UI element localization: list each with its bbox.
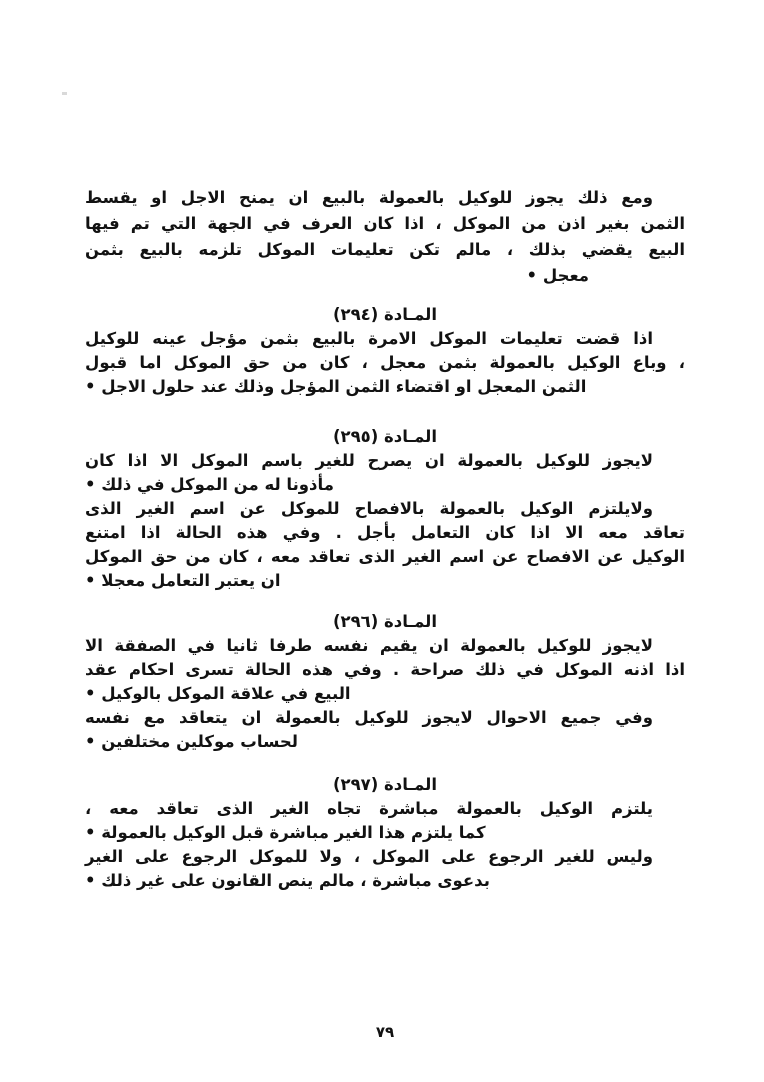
text-line: يلتزم الوكيل بالعمولة مباشرة تجاه الغير الذى تعاقد معه ، [85,799,653,818]
text-line: معجل • [526,266,589,285]
intro-paragraph [85,185,685,289]
article-297-heading: المـادة (٢٩٧) [332,775,437,794]
text-line: ولايلتزم الوكيل بالعمولة بالافصاح للموكل عن اسم الغير الذى [85,499,653,518]
article-295-body [85,449,685,593]
text-line: لايجوز للوكيل بالعمولة ان يقيم نفسه طرفا ثانيا في الصفقة الا [85,636,653,655]
article-296-body [85,634,685,754]
article-294-body [85,327,685,399]
text-line: اذا اذنه الموكل في ذلك صراحة . وفي هذه الحالة تسرى احكام عقد [85,660,685,679]
text-line: مأذونا له من الموكل في ذلك • [85,475,334,494]
text-line: لايجوز للوكيل بالعمولة ان يصرح للغير باسم الموكل الا اذا كان [85,451,653,470]
article-294-heading: المـادة (٢٩٤) [332,305,437,324]
text-line: ، وباع الوكيل بالعمولة بثمن معجل ، كان من حق الموكل اما قبول [85,353,685,372]
article-297-body [85,797,685,893]
text-line: البيع يقضي بذلك ، مالم تكن تعليمات الموكل تلزمه بالبيع بثمن [85,240,685,259]
text-line: الوكيل عن الافصاح عن اسم الغير الذى تعاقد معه ، كان من حق الموكل [85,547,685,566]
text-line: وفي جميع الاحوال لايجوز للوكيل بالعمولة ان يتعاقد مع نفسه [85,708,653,727]
text-line: الثمن المعجل او اقتضاء الثمن المؤجل وذلك عند حلول الاجل • [85,377,587,396]
text-line: كما يلتزم هذا الغير مباشرة قبل الوكيل بالعمولة • [85,823,486,842]
text-line: تعاقد معه الا اذا كان التعامل بأجل . وفي هذه الحالة اذا امتنع [85,523,685,542]
text-line: وليس للغير الرجوع على الموكل ، ولا للموكل الرجوع على الغير [85,847,653,866]
page-number: ٧٩ [375,1023,395,1041]
text-line: ومع ذلك يجوز للوكيل بالعمولة بالبيع ان يمنح الاجل او يقسط [85,188,653,207]
text-line: لحساب موكلين مختلفين • [85,732,298,751]
text-line: اذا قضت تعليمات الموكل الامرة بالبيع بثمن مؤجل عينه للوكيل [85,329,653,348]
article-295-heading: المـادة (٢٩٥) [332,427,437,446]
text-column [85,185,685,1044]
text-line: البيع في علاقة الموكل بالوكيل • [85,684,351,703]
article-296-heading: المـادة (٢٩٦) [332,612,437,631]
text-line: الثمن بغير اذن من الموكل ، اذا كان العرف في الجهة التي تم فيها [85,214,685,233]
text-line: بدعوى مباشرة ، مالم ينص القانون على غير ذلك • [85,871,490,890]
scan-artifact [62,92,67,95]
text-line: ان يعتبر التعامل معجلا • [85,571,281,590]
